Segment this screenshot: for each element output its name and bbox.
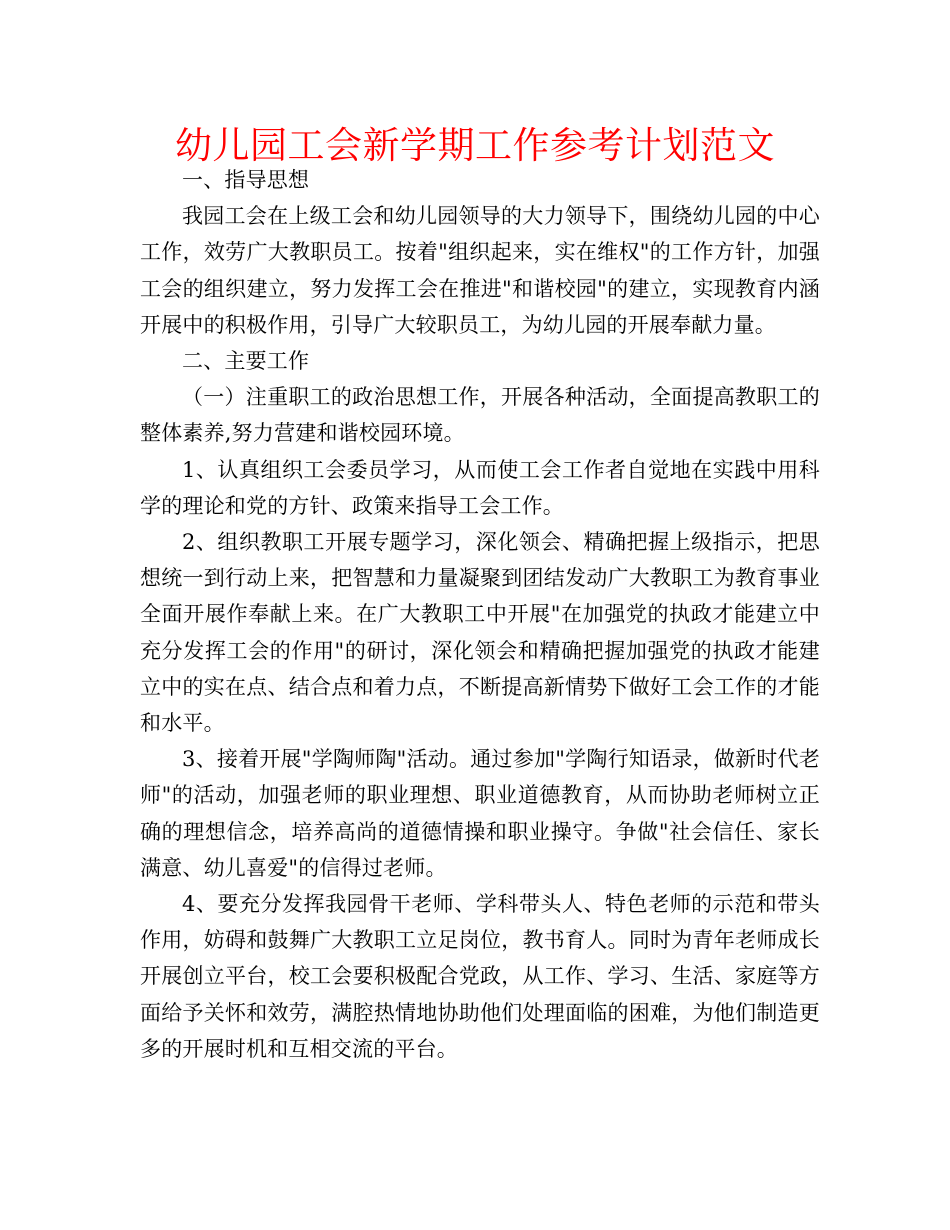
document-body bbox=[140, 162, 820, 1067]
list-item-1: 1、认真组织工会委员学习，从而使工会工作者自觉地在实践中用科学的理论和党的方针、政策来指导工会工作。 bbox=[140, 457, 820, 518]
list-item-2: 2、组织教职工开展专题学习，深化领会、精确把握上级指示，把思想统一到行动上来，把智慧和力量凝聚到团结发动广大教职工为教育事业全面开展作奉献上来。在广大教职工中开展"在加强党的执政才能建立中充分发挥工会的作用"的研讨，深化领会和精确把握加强党的执政才能建立中的实在点、结合点和着力点，不断提高新情势下做好工会工作的才能和水平。 bbox=[140, 530, 820, 736]
subsection-heading-political-work: （一）注重职工的政治思想工作，开展各种活动，全面提高教职工的整体素养,努力营建和谐校园环境。 bbox=[140, 385, 820, 446]
section-heading-guiding-ideology: 一、指导思想 bbox=[182, 168, 310, 192]
list-item-3: 3、接着开展"学陶师陶"活动。通过参加"学陶行知语录，做新时代老师"的活动，加强老师的职业理想、职业道德教育，从而协助老师树立正确的理想信念，培养高尚的道德情操和职业操守。争做"社会信任、家长满意、幼儿喜爱"的信得过老师。 bbox=[140, 747, 820, 880]
paragraph-guiding-ideology: 我园工会在上级工会和幼儿园领导的大力领导下，围绕幼儿园的中心工作，效劳广大教职员工。按着"组织起来，实在维权"的工作方针，加强工会的组织建立，努力发挥工会在推进"和谐校园"的建立，实现教育内涵开展中的积极作用，引导广大较职员工，为幼儿园的开展奉献力量。 bbox=[140, 204, 820, 337]
section-heading-main-work: 二、主要工作 bbox=[182, 349, 310, 374]
document-title: 幼儿园工会新学期工作参考计划范文 bbox=[175, 124, 775, 167]
list-item-4: 4、要充分发挥我园骨干老师、学科带头人、特色老师的示范和带头作用，妨碍和鼓舞广大教职工立足岗位，教书育人。同时为青年老师成长开展创立平台，校工会要积极配合党政，从工作、学习、生活、家庭等方面给予关怀和效劳，满腔热情地协助他们处理面临的困难，为他们制造更多的开展时机和互相交流的平台。 bbox=[140, 892, 820, 1061]
